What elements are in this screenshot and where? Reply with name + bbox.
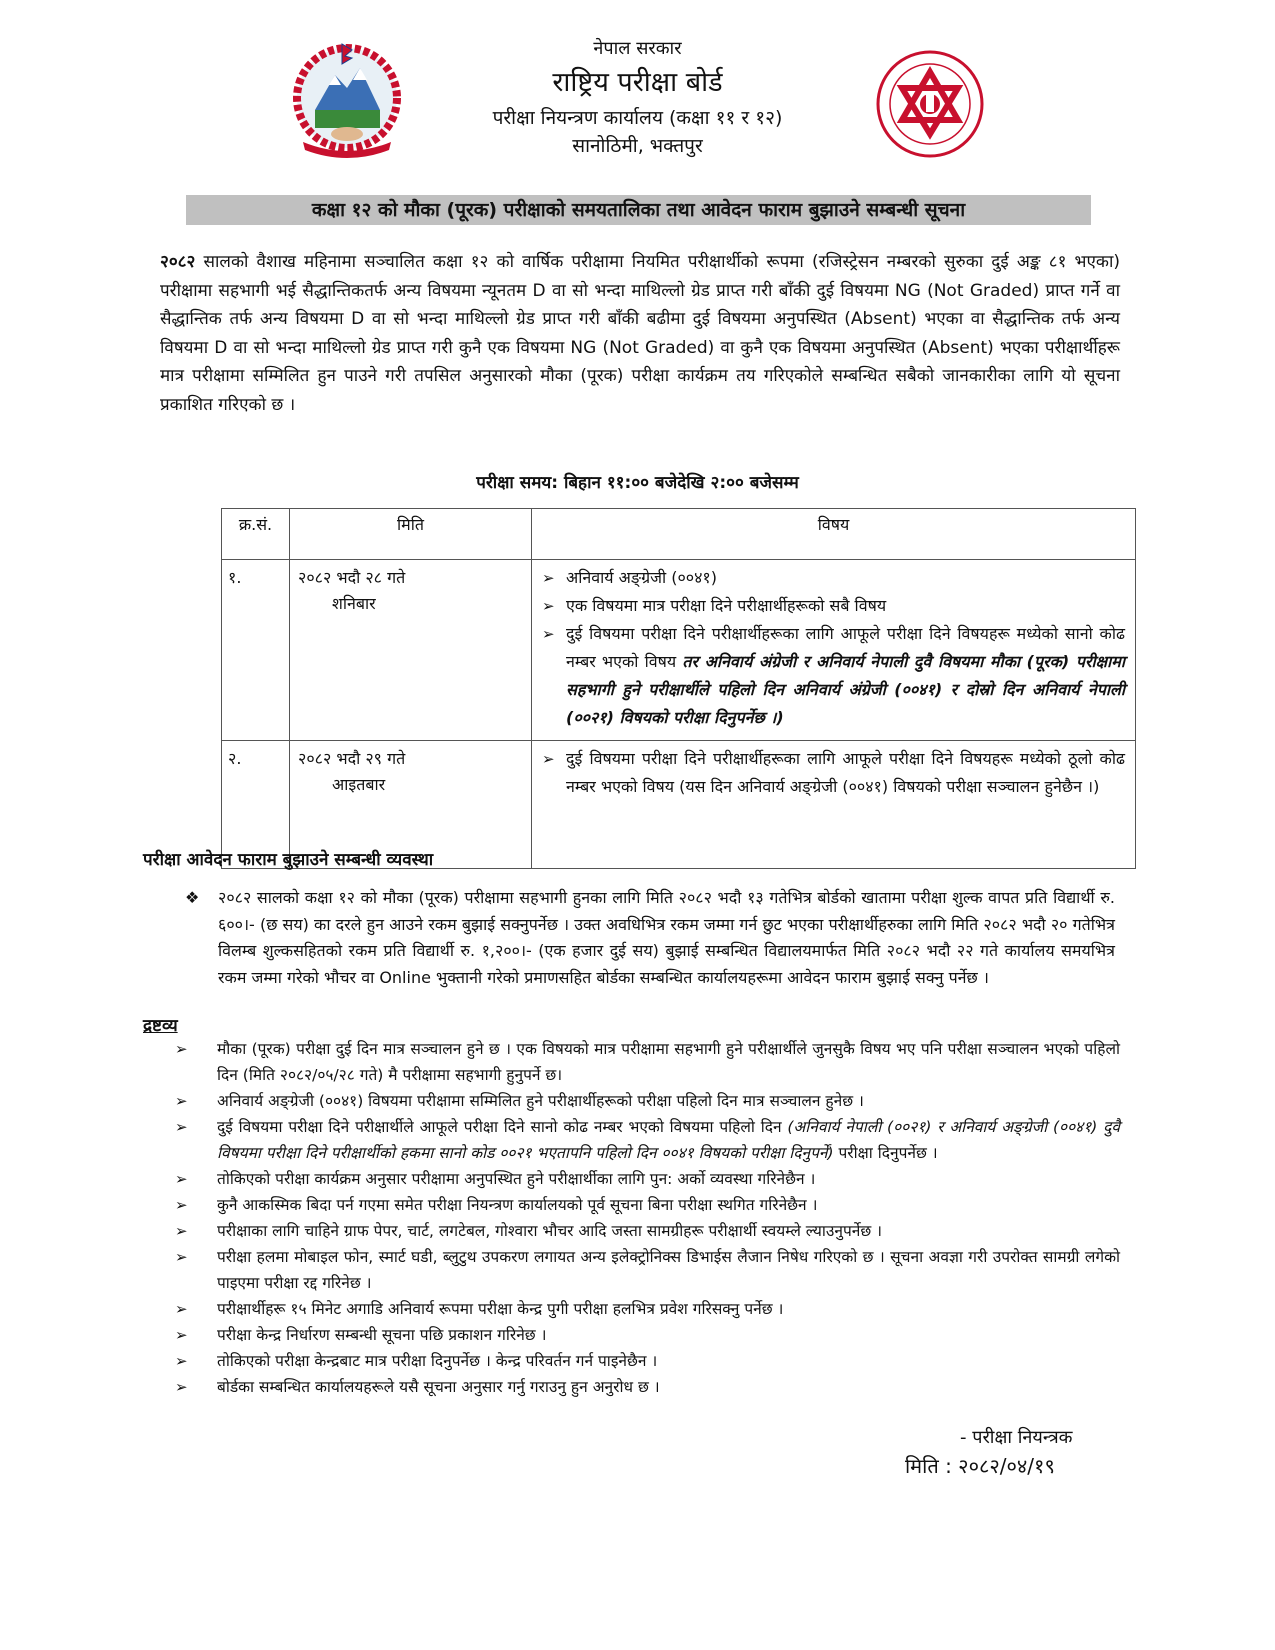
arrow-bullet-icon: ➢ — [175, 1378, 188, 1396]
list-item — [175, 1244, 1120, 1296]
note-text: बोर्डका सम्बन्धित कार्यालयहरूले यसै सूचना अनुसार गर्नु गराउनु हुन अनुरोध छ । — [217, 1378, 660, 1396]
arrow-bullet-icon: ➢ — [175, 1092, 188, 1110]
list-item — [175, 1296, 1120, 1322]
note-text: परीक्षाका लागि चाहिने ग्राफ पेपर, चार्ट, लगटेबल, गोश्वारा भौचर आदि जस्ता सामग्रीहरू परीक्षार्थी स्वयम्ले ल्याउनुपर्नेछ । — [217, 1222, 883, 1240]
subject-item — [542, 564, 1125, 592]
list-item — [175, 1322, 1120, 1348]
header-sn: क्र.सं. — [222, 509, 290, 560]
subject-text: अनिवार्य अङ्ग्रेजी (००४१) — [566, 568, 717, 587]
row-date-cell — [290, 560, 532, 741]
table-row — [222, 560, 1136, 741]
arrow-bullet-icon: ➢ — [542, 569, 555, 587]
note-text: तोकिएको परीक्षा कार्यक्रम अनुसार परीक्षामा अनुपस्थित हुने परीक्षार्थीका लागि पुन: अर्को व्यवस्था गरिनेछैन । — [217, 1170, 816, 1188]
notes-title: द्रष्टव्य — [143, 1016, 178, 1036]
list-item — [175, 1166, 1120, 1192]
header-subject: विषय — [532, 509, 1136, 560]
application-text: २०८२ सालको कक्षा १२ को मौका (पूरक) परीक्षामा सहभागी हुनका लागि मिति २०८२ भदौ १३ गतेभित्र बोर्डको खातामा परीक्षा शुल्क वापत प्रति विद्यार्थी रु. ६००।- (छ सय) का दरले हुन आउने रकम बुझाई सक्नुपर्नेछ । उक्त अवधिभित्र रकम जम्मा गर्न छुट भएका परीक्षार्थीहरुका लागि मिति २०८२ भदौ २० गतेभित्र विलम्ब शुल्कसहितको रकम प्रति विद्यार्थी रु. १,२००।- (एक हजार दुई सय) बुझाई सम्बन्धित विद्यालयमार्फत मिति २०८२ भदौ २२ गते कार्यालय समयभित्र रकम जम्मा गरेको भौचर वा Online भुक्तानी गरेको प्रमाणसहित बोर्डका सम्बन्धित कार्यालयहरूमा आवेदन फाराम बुझाई सक्नु पर्नेछ । — [218, 888, 1115, 987]
note-text: दुई विषयमा परीक्षा दिने परीक्षार्थीले आफूले परीक्षा दिने सानो कोढ नम्बर भएको विषयमा पहिलो दिन — [217, 1118, 788, 1136]
row-day: आइतबार — [332, 775, 386, 794]
arrow-bullet-icon: ➢ — [175, 1040, 188, 1058]
subject-text: दुई विषयमा परीक्षा दिने परीक्षार्थीहरूका लागि आफूले परीक्षा दिने विषयहरू मध्येको ठूलो कोढ नम्बर भएको विषय (यस दिन अनिवार्य अङ्ग्रेजी (००४१) विषयको परीक्षा सञ्चालन हुनेछैन ।) — [566, 749, 1125, 796]
list-item — [175, 1218, 1120, 1244]
header-date: मिति — [290, 509, 532, 560]
row-sn: २. — [222, 741, 290, 869]
note-text: परीक्षा हलमा मोबाइल फोन, स्मार्ट घडी, ब्लुटुथ उपकरण लगायत अन्य इलेक्ट्रोनिक्स डिभाईस लैजान निषेध गरिएको छ । सूचना अवज्ञा गरी उपरोक्त सामग्री लगेको पाइएमा परीक्षा रद्द गरिनेछ । — [217, 1248, 1120, 1292]
government-name: नेपाल सरकार — [593, 38, 682, 59]
row-sn: १. — [222, 560, 290, 741]
row-subjects — [532, 560, 1136, 741]
subject-text: दुई विषयमा परीक्षा दिने परीक्षार्थीहरूका लागि आफूले परीक्षा दिने विषयहरू मध्येको सानो कोढ नम्बर भएको विषय — [566, 624, 1125, 671]
note-text: परीक्षा केन्द्र निर्धारण सम्बन्धी सूचना पछि प्रकाशन गरिनेछ । — [217, 1326, 547, 1344]
subject-text: एक विषयमा मात्र परीक्षा दिने परीक्षार्थीहरूको सबै विषय — [566, 596, 887, 615]
subject-item — [542, 620, 1125, 732]
arrow-bullet-icon: ➢ — [175, 1248, 188, 1266]
list-item — [175, 1036, 1120, 1088]
note-text: तोकिएको परीक्षा केन्द्रबाट मात्र परीक्षा दिनुपर्नेछ । केन्द्र परिवर्तन गर्न पाइनेछैन । — [217, 1352, 658, 1370]
arrow-bullet-icon: ➢ — [175, 1300, 188, 1318]
notes-list — [175, 1036, 1120, 1400]
note-text: अनिवार्य अङ्ग्रेजी (००४१) विषयमा परीक्षामा सम्मिलित हुने परीक्षार्थीहरूको परीक्षा पहिलो दिन मात्र सञ्चालन हुनेछ । — [217, 1092, 864, 1110]
office-address: सानोठिमी, भक्तपुर — [572, 135, 703, 157]
note-text: परीक्षार्थीहरू १५ मिनेट अगाडि अनिवार्य रूपमा परीक्षा केन्द्र पुगी परीक्षा हलभित्र प्रवेश गरिसक्नु पर्नेछ । — [217, 1300, 784, 1318]
list-item — [175, 1192, 1120, 1218]
arrow-bullet-icon: ➢ — [542, 597, 555, 615]
list-item — [175, 1374, 1120, 1400]
arrow-bullet-icon: ➢ — [175, 1326, 188, 1344]
note-text: मौका (पूरक) परीक्षा दुई दिन मात्र सञ्चालन हुने छ । एक विषयको मात्र परीक्षामा सहभागी हुने परीक्षार्थीले जुनसुकै विषय भए पनि परीक्षा सञ्चालन भएको पहिलो दिन (मिति २०८२/०५/२८ गते) मै परीक्षामा सहभागी हुनुपर्ने छ। — [217, 1040, 1120, 1084]
arrow-bullet-icon: ➢ — [175, 1222, 188, 1240]
diamond-bullet-icon: ❖ — [185, 888, 200, 907]
application-paragraph — [185, 885, 1115, 991]
intro-paragraph — [160, 248, 1120, 419]
neb-seal-icon — [870, 42, 990, 162]
note-italic: (अनिवार्य नेपाली (००२१) र अनिवार्य अङ्ग्रेजी (००४१) दुवै विषयमा परीक्षा दिने परीक्षार्थीको हकमा सानो कोड ००२१ भएतापनि पहिलो दिन ००४१ विषयको परीक्षा दिनुपर्ने) — [217, 1118, 1120, 1162]
row-subjects — [532, 741, 1136, 869]
arrow-bullet-icon: ➢ — [542, 625, 555, 643]
notice-title: कक्षा १२ को मौका (पूरक) परीक्षाको समयतालिका तथा आवेदन फाराम बुझाउने सम्बन्धी सूचना — [186, 195, 1091, 225]
intro-text: सालको वैशाख महिनामा सञ्चालित कक्षा १२ को वार्षिक परीक्षामा नियमित परीक्षार्थीको रूपमा (रजिस्ट्रेसन नम्बरको सुरुका दुई अङ्क ८१ भएका) परीक्षामा सहभागी भई सैद्धान्तिकतर्फ अन्य विषयमा न्यूनतम D वा सो भन्दा माथिल्लो ग्रेड प्राप्त गरी बाँकी दुई विषयमा NG (Not Graded) प्राप्त गर्ने वा सैद्धान्तिक तर्फ अन्य विषयमा D वा सो भन्दा माथिल्लो ग्रेड प्राप्त गरी बाँकी बढीमा दुई विषयमा अनुपस्थित (Absent) भएका वा सैद्धान्तिक तर्फ अन्य विषयमा D वा सो भन्दा माथिल्लो ग्रेड प्राप्त गरी कुनै एक विषयमा NG (Not Graded) वा कुनै एक विषयमा अनुपस्थित (Absent) भएका परीक्षार्थीहरू मात्र परीक्षामा सम्मिलित हुन पाउने गरी तपसिल अनुसारको मौका (पूरक) परीक्षा कार्यक्रम तय गरिएकोले सम्बन्धित सबैको जानकारीका लागि यो सूचना प्रकाशित गरिएको छ । — [160, 252, 1120, 415]
subject-item — [542, 745, 1125, 801]
application-section-title: परीक्षा आवेदन फाराम बुझाउने सम्बन्धी व्यवस्था — [143, 850, 434, 870]
arrow-bullet-icon: ➢ — [175, 1352, 188, 1370]
intro-year: २०८२ — [160, 252, 196, 272]
row-date: २०८२ भदौ २९ गते — [298, 749, 406, 768]
table-header-row — [222, 509, 1136, 560]
subject-emphasis: तर अनिवार्य अंग्रेजी र अनिवार्य नेपाली दुवै विषयमा मौका (पूरक) परीक्षामा सहभागी हुने परीक्षार्थीले पहिलो दिन अनिवार्य अंग्रेजी (००४१) र दोस्रो दिन अनिवार्य नेपाली (००२१) विषयको परीक्षा दिनुपर्नेछ ।) — [566, 652, 1125, 727]
note-text: कुनै आकस्मिक बिदा पर्न गएमा समेत परीक्षा नियन्त्रण कार्यालयको पूर्व सूचना बिना परीक्षा स्थगित गरिनेछैन । — [217, 1196, 818, 1214]
arrow-bullet-icon: ➢ — [175, 1118, 188, 1136]
arrow-bullet-icon: ➢ — [542, 750, 555, 768]
issue-date: मिति : २०८२/०४/१९ — [905, 1454, 1055, 1478]
office-name: परीक्षा नियन्त्रण कार्यालय (कक्षा ११ र १२) — [492, 107, 783, 129]
exam-time: परीक्षा समय: बिहान ११:०० बजेदेखि २:०० बजेसम्म — [476, 473, 799, 493]
arrow-bullet-icon: ➢ — [175, 1196, 188, 1214]
signature: - परीक्षा नियन्त्रक — [960, 1427, 1073, 1448]
schedule-table — [221, 508, 1136, 869]
row-day: शनिबार — [332, 594, 376, 613]
row-date: २०८२ भदौ २८ गते — [298, 568, 406, 587]
board-name: राष्ट्रिय परीक्षा बोर्ड — [552, 67, 723, 98]
note-text-after: परीक्षा दिनुपर्नेछ । — [833, 1144, 938, 1162]
list-item — [175, 1114, 1120, 1166]
list-item — [175, 1088, 1120, 1114]
list-item — [175, 1348, 1120, 1374]
subject-item — [542, 592, 1125, 620]
arrow-bullet-icon: ➢ — [175, 1170, 188, 1188]
